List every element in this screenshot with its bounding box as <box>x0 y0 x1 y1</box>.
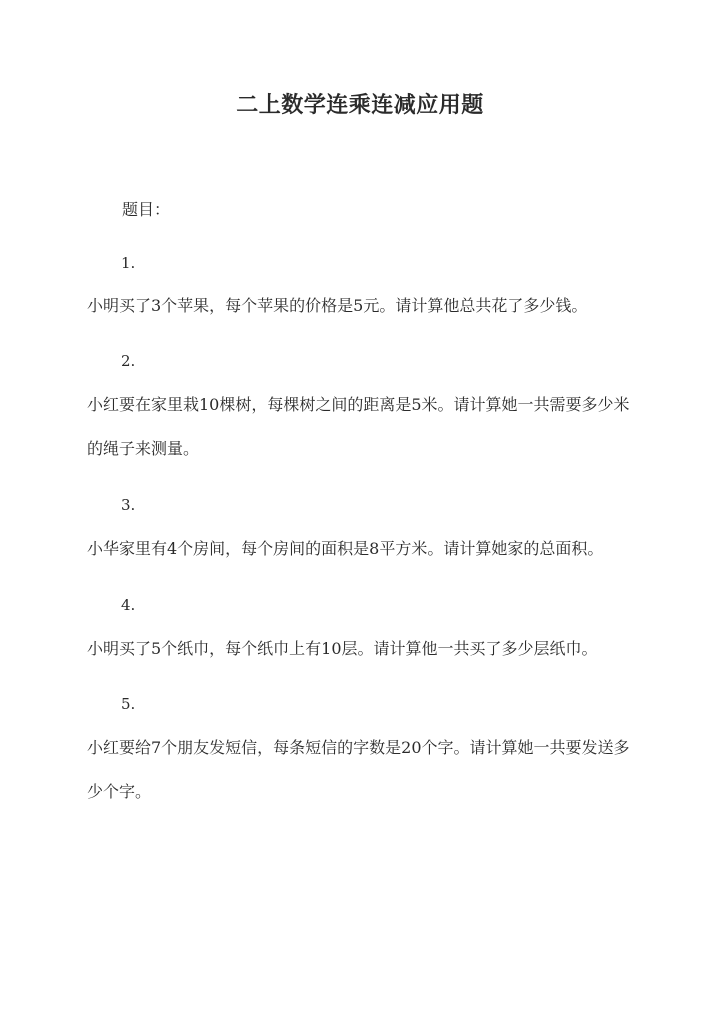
question-3-text: 小华家里有4个房间，每个房间的面积是8平方米。请计算她家的总面积。 <box>87 539 604 558</box>
document-title: 二上数学连乘连减应用题 <box>236 92 484 118</box>
topic-label: 题目： <box>122 200 171 219</box>
question-5-number: 5. <box>121 695 136 713</box>
question-4-text: 小明买了5个纸巾，每个纸巾上有10层。请计算他一共买了多少层纸巾。 <box>87 639 598 658</box>
question-2-text: 小红要在家里栽10棵树，每棵树之间的距离是5米。请计算她一共需要多少米的绳子来测量。 <box>87 395 630 458</box>
question-3-number: 3. <box>121 496 136 514</box>
question-5-text: 小红要给7个朋友发短信，每条短信的字数是20个字。请计算她一共要发送多少个字。 <box>87 738 630 801</box>
question-1-number: 1. <box>121 254 136 272</box>
question-4-number: 4. <box>121 596 136 614</box>
question-2-number: 2. <box>121 352 136 370</box>
question-1-text: 小明买了3个苹果，每个苹果的价格是5元。请计算他总共花了多少钱。 <box>87 296 588 315</box>
